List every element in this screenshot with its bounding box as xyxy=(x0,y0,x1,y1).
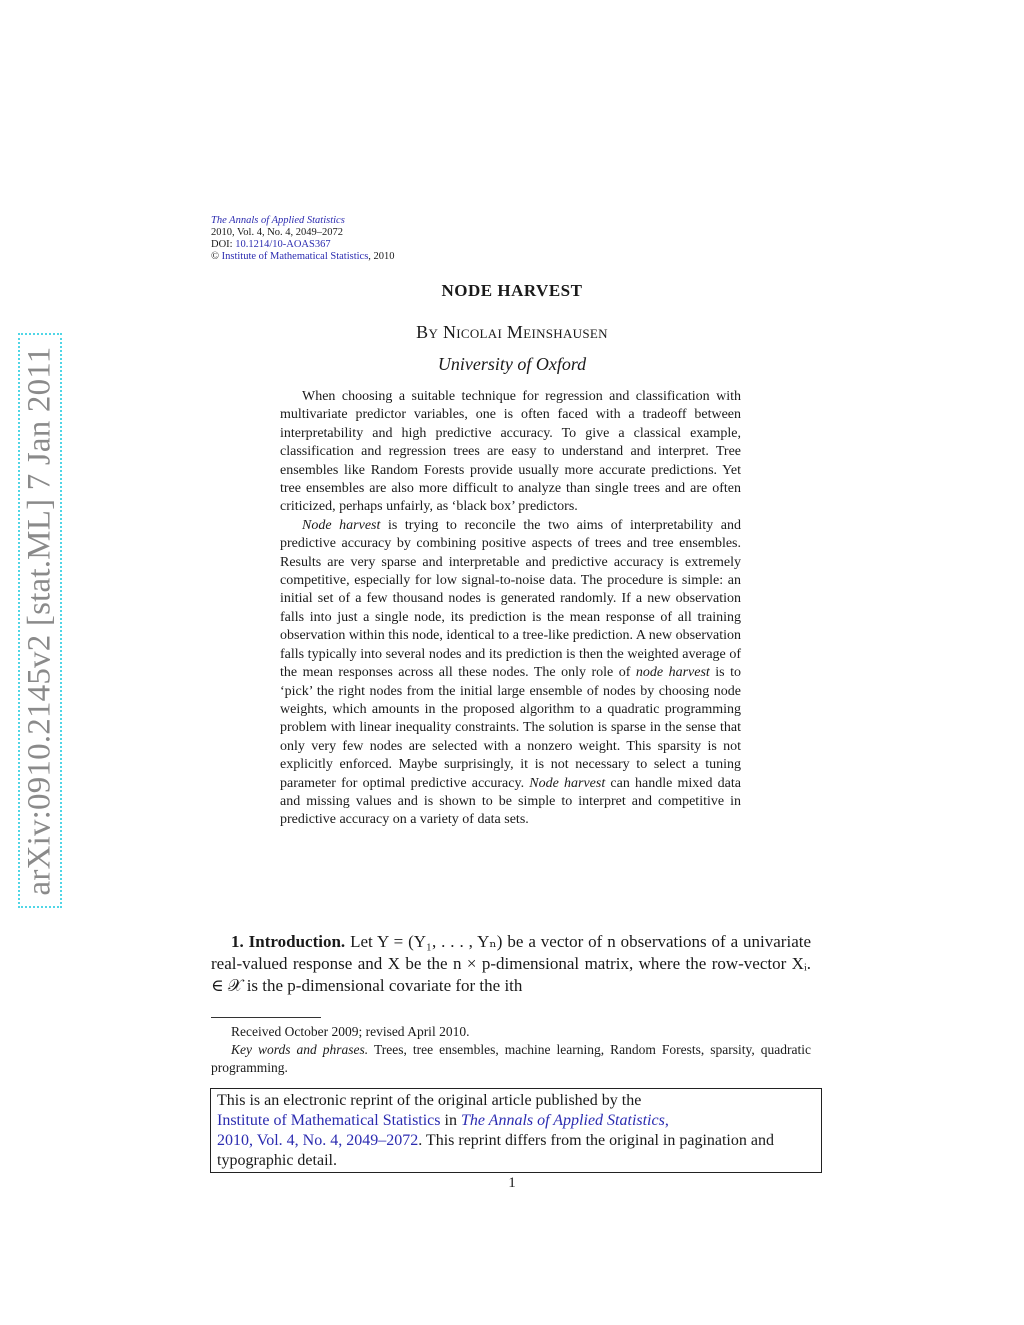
page-number: 1 xyxy=(508,1175,516,1191)
abstract-text: is trying to reconcile the two aims of interpretability and predictive accuracy by combining positive aspects of trees and tree ensembles. Results are very sparse and interpretable and predictive accuracy is extremely competitive, especially for low signal-to-noise data. The procedure is simple: an initial set of a few thousand nodes is generated randomly. If a new observation falls into just a single node, its prediction is the mean response of all training observation within this node, identical to a tree-like prediction. A new observation falls typically into several nodes and its prediction is then the weighted average of the mean responses across all these nodes. The only role of xyxy=(280,517,741,681)
introduction-paragraph xyxy=(211,931,811,997)
abstract-emphasis: Node harvest xyxy=(302,517,381,533)
doi-label: DOI: xyxy=(211,239,233,250)
abstract-emphasis: Node harvest xyxy=(529,775,606,791)
publisher-link[interactable]: Institute of Mathematical Statistics xyxy=(221,251,369,262)
doi-line xyxy=(211,239,395,251)
abstract xyxy=(280,388,741,830)
copyright-symbol: © xyxy=(211,251,219,262)
reprint-rest: . This reprint differs from the original in pagination and typographic detail. xyxy=(217,1132,774,1169)
keywords-note xyxy=(211,1041,811,1077)
journal-volume-line: 2010, Vol. 4, No. 4, 2049–2072 xyxy=(211,227,344,238)
author-affiliation: University of Oxford xyxy=(437,354,587,374)
reprint-in: in xyxy=(440,1112,461,1129)
paper-author: By Nicolai Meinshausen xyxy=(416,322,608,342)
reprint-notice xyxy=(210,1088,822,1173)
keywords-list: Trees, tree ensembles, machine learning, Random Forests, sparsity, quadratic programming. xyxy=(211,1042,811,1075)
introduction-section xyxy=(211,931,811,997)
abstract-paragraph-2 xyxy=(280,517,741,830)
abstract-paragraph-1: When choosing a suitable technique for regression and classification with multivariate predictor variables, one is often faced with a tradeoff between interpretability and high predictive accuracy. To give a classical example, classification and regression trees are easy to understand and interpret. Tree ensembles like Random Forests provide usually more accurate predictions. Yet tree ensembles are also more difficult to analyze than single trees and are often criticized, perhaps unfairly, as ‘black box’ predictors. xyxy=(280,389,741,515)
section-heading: 1. Introduction. xyxy=(231,932,346,951)
footnotes xyxy=(211,1023,811,1077)
arxiv-stamp xyxy=(18,333,62,908)
footnote-divider xyxy=(211,1017,321,1018)
reprint-journal-link[interactable]: The Annals of Applied Statistics xyxy=(460,1112,665,1129)
reprint-intro: This is an electronic reprint of the original article published by the xyxy=(217,1092,642,1109)
arxiv-identifier[interactable]: arXiv:0910.2145v2 [stat.ML] 7 Jan 2011 xyxy=(21,346,58,895)
doi-link[interactable]: 10.1214/10-AOAS367 xyxy=(235,239,331,250)
abstract-emphasis: node harvest xyxy=(635,665,710,681)
copyright-year: , 2010 xyxy=(368,251,395,262)
journal-info xyxy=(211,215,395,263)
reprint-comma: , xyxy=(664,1112,669,1129)
paper-title: NODE HARVEST xyxy=(441,281,583,300)
reprint-volume-link[interactable]: 2010, Vol. 4, No. 4, 2049–2072 xyxy=(217,1132,419,1149)
abstract-text: is to ‘pick’ the right nodes from the initial large ensemble of nodes by choosing node weights, which amounts in the proposed algorithm to a quadratic programming problem with linear inequality constraints. The solution is sparse in the sense that only very few nodes are selected with a nonzero weight. This sparsity is not explicitly enforced. Maybe surprisingly, it is not necessary to select a tuning parameter for optimal predictive accuracy. xyxy=(280,665,742,791)
reprint-publisher-link[interactable]: Institute of Mathematical Statistics xyxy=(217,1112,441,1129)
abstract-text: can handle mixed data and missing values and is shown to be simple to interpret and competitive in predictive accuracy on a variety of data sets. xyxy=(280,775,741,828)
copyright-line xyxy=(211,251,395,263)
journal-name-link[interactable]: The Annals of Applied Statistics xyxy=(211,215,345,226)
received-note: Received October 2009; revised April 2010. xyxy=(231,1024,470,1039)
keywords-label: Key words and phrases. xyxy=(231,1042,369,1057)
introduction-text: Let Y = (Y₁, . . . , Yₙ) be a vector of n observations of a univariate real-valued response and X be the n × p-dimensional matrix, where the row-vector Xᵢ. ∈ 𝒳 is the p-dimensional covariate for the ith xyxy=(211,932,812,995)
